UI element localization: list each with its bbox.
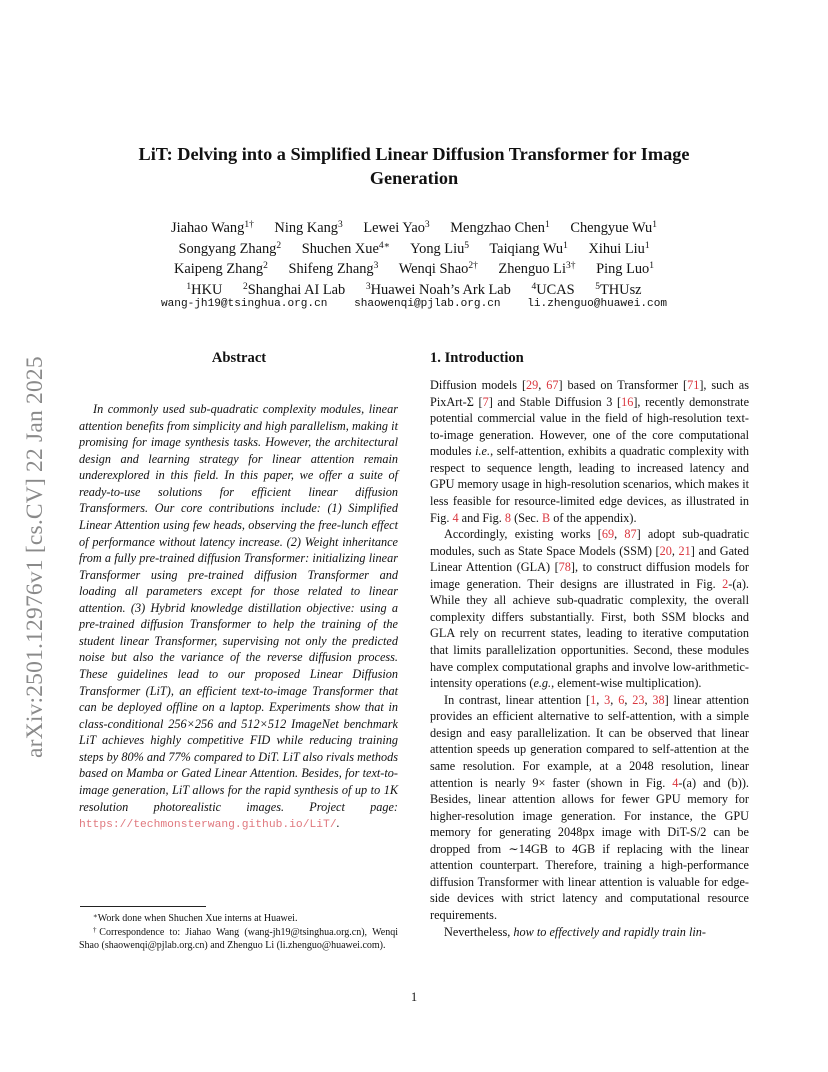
citation-link[interactable]: 87 [624, 527, 637, 542]
intro-paragraph: Diffusion models [29, 67] based on Transformer [71], such as PixArt-Σ [7] and Stable Diffusion 3 [16], recently demonstrate potential commercial value in the field of high-resolution text-to-image generation. However, one of the core computational modules i.e., self-attention, exhibits a quadratic complexity with respect to sequence length, leading to increased latency and GPU memory usage in high-resolution scenarios, which makes it less feasible for resource-limited edge devices, as illustrated in Fig. 4 and Fig. 8 (Sec. B of the appendix). [430, 378, 750, 525]
arxiv-stamp [14, 290, 58, 790]
author-affil-mark: 1 [563, 240, 568, 251]
footnote-mark: ∗ [93, 912, 98, 920]
affiliation: UCAS [536, 281, 575, 298]
paper-title: LiT: Delving into a Simplified Linear Diffusion Transformer for Image Generation [138, 144, 690, 188]
author-name: Wenqi Shao [398, 261, 469, 277]
author-affil-mark: 1 [652, 220, 657, 230]
author-name: Shuchen Xue [301, 240, 379, 257]
citation-link[interactable]: 3 [604, 692, 611, 707]
introduction-body [430, 377, 749, 940]
author-name: Taiqiang Wu [489, 240, 564, 257]
author-name: Jiahao Wang [171, 220, 245, 236]
author-name: Shifeng Zhang [288, 261, 374, 277]
author-name: Songyang Zhang [178, 240, 277, 257]
citation-link[interactable]: 21 [678, 543, 691, 558]
arxiv-stamp-text: arXiv:2501.12976v1 [cs.CV] 22 Jan 2025 [22, 356, 48, 758]
author-affil-mark: 1 [544, 220, 550, 230]
affiliation: THUsz [600, 281, 642, 298]
intro-paragraph: In contrast, linear attention [1, 3, 6, 23, 38] linear attention provides an efficient alternative to self-attention, with a simple design and easy parallelization. It can be observed that linear attention speeds up generation compared to self-attention at the same resolution. For example, at a 2048 resolution, linear attention is nearly 9× faster (shown in Fig. 4-(a) and (b)). Besides, linear attention allows for fewer GPU memory for higher-resolution image generation. For instance, the GPU memory for generating 2048px image with DiT-S/2 can be dropped from ∼14GB to 4GB if replacing with the linear attention counterpart. Therefore, training a high-performance diffusion Transformer with linear attention is valuable for edge-side devices with strict latency and computational resource requirements. [430, 692, 750, 922]
email-address: li.zhenguo@huawei.com [527, 298, 668, 310]
author-name: Ning Kang [274, 220, 338, 236]
abstract-end: . [336, 816, 340, 831]
citation-link[interactable]: 78 [558, 560, 571, 575]
citation-link[interactable]: 6 [618, 692, 625, 707]
email-list [80, 298, 748, 310]
author-affil-mark: 5 [464, 240, 470, 251]
affil-mark: 5 [595, 281, 600, 292]
figure-link[interactable]: 8 [504, 510, 511, 525]
section-link[interactable]: B [541, 510, 551, 525]
abstract-body [79, 401, 398, 834]
author-affil-mark: 2 [276, 240, 282, 251]
page-number: 1 [410, 990, 418, 1004]
author-list [80, 218, 748, 300]
footnotes [79, 912, 398, 953]
citation-link[interactable]: 7 [482, 394, 489, 409]
affil-mark: 3 [365, 281, 371, 292]
affiliation-list [80, 280, 748, 301]
project-page-link[interactable]: https://techmonsterwang.github.io/LiT/ [79, 819, 337, 832]
abstract-heading: Abstract [211, 350, 267, 366]
author-affil-mark: 3 [337, 220, 343, 230]
citation-link[interactable]: 20 [659, 543, 672, 558]
citation-link[interactable]: 16 [621, 394, 634, 409]
citation-link[interactable]: 71 [687, 378, 700, 392]
author-name: Xihui Liu [588, 240, 645, 257]
footnote-divider [80, 906, 206, 907]
author-affil-mark: 1† [244, 220, 254, 230]
intro-paragraph: Accordingly, existing works [69, 87] adopt sub-quadratic modules, such as State Space Models (SSM) [20, 21] and Gated Linear Attention (GLA) [78], to construct diffusion models for image generation. Their designs are illustrated in Fig. 2-(a). While they all achieve sub-quadratic complexity, the overall complexity differs substantially. First, both SSM blocks and GLA rely on recurrent states, leading to iterative computation that limits parallelization opportunities. Second, these modules have complex computational graphs and involve low-arithmetic-intensity operations (e.g., element-wise multiplication). [430, 527, 750, 691]
introduction-heading: 1. Introduction [430, 350, 524, 366]
affiliation: HKU [191, 281, 223, 298]
author-affil-mark: 2† [468, 261, 478, 271]
email-address: shaowenqi@pjlab.org.cn [354, 298, 501, 310]
author-affil-mark: 3† [565, 261, 576, 271]
author-affil-mark: 3 [424, 220, 430, 230]
footnote-mark: † [93, 925, 100, 934]
author-affil-mark: 4∗ [378, 240, 391, 251]
email-address: wang-jh19@tsinghua.org.cn [160, 298, 328, 310]
author-affil-mark: 1 [644, 240, 650, 251]
author-name: Yong Liu [410, 240, 465, 257]
intro-paragraph: Nevertheless, how to effectively and rapidly train lin- [444, 924, 706, 939]
author-affil-mark: 1 [649, 261, 654, 271]
abstract-text: In commonly used sub-quadratic complexity modules, linear attention benefits from simplicity and high parallelism, making it promising for image synthesis tasks. However, the architectural design and learning strategy for linear attention remain underexplored in this field. In this paper, we offer a suite of ready-to-use solutions for efficient linear diffusion Transformers. Our core contributions include: (1) Simplified Linear Attention using few heads, observing the free-lunch effect of performance without latency increase. (2) Weight inheritance from a fully pre-trained diffusion Transformer: initializing linear Transformer using pre-trained diffusion Transformer and loading all parameters except for those related to linear attention. (3) Hybrid knowledge distillation objective: using a pre-trained diffusion Transformer to help the training of the student linear Transformer, supervising not only the predicted noise but also the variance of the reverse diffusion process. These guidelines lead to our proposed Linear Diffusion Transformer (LiT), an efficient text-to-image Transformer that can be deployed offline on a laptop. Experiments show that in class-conditional 256×256 and 512×512 ImageNet benchmark LiT achieves highly competitive FID while reducing training steps by 80% and 77% compared to DiT. LiT also rivals methods based on Mamba or Gated Linear Attention. Besides, for text-to-image generation, LiT allows for the rapid synthesis of up to 1K resolution photorealistic images. Project page: [79, 402, 398, 814]
affiliation: Shanghai AI Lab [247, 281, 346, 298]
footnote-text: Correspondence to: Jiahao Wang (wang-jh19@tsinghua.org.cn), Wenqi Shao (shaowenqi@pjlab.org.cn) and Zhenguo Li (li.zhenguo@huawei.com). [79, 926, 399, 952]
citation-link[interactable]: 67 [546, 378, 559, 392]
affiliation: Huawei Noah’s Ark Lab [370, 281, 511, 298]
figure-link[interactable]: 2 [722, 576, 729, 591]
author-name: Kaipeng Zhang [174, 261, 264, 277]
citation-link[interactable]: 23 [632, 692, 645, 707]
figure-link[interactable]: 4 [452, 510, 459, 525]
author-affil-mark: 2 [263, 261, 268, 271]
footnote-text: Work done when Shuchen Xue interns at Huawei. [97, 913, 298, 924]
author-name: Lewei Yao [363, 220, 425, 236]
affil-mark: 1 [186, 281, 192, 292]
citation-link[interactable]: 69 [601, 527, 615, 542]
author-affil-mark: 3 [373, 261, 379, 271]
author-name: Ping Luo [596, 261, 650, 277]
affil-mark: 4 [531, 281, 537, 292]
citation-link[interactable]: 29 [526, 378, 539, 392]
author-name: Zhenguo Li [498, 261, 566, 277]
author-name: Mengzhao Chen [450, 220, 545, 236]
citation-link[interactable]: 38 [652, 692, 665, 707]
figure-link[interactable]: 4 [672, 775, 679, 790]
author-name: Chengyue Wu [570, 220, 653, 236]
citation-link[interactable]: 1 [590, 692, 597, 707]
affil-mark: 2 [242, 281, 248, 292]
